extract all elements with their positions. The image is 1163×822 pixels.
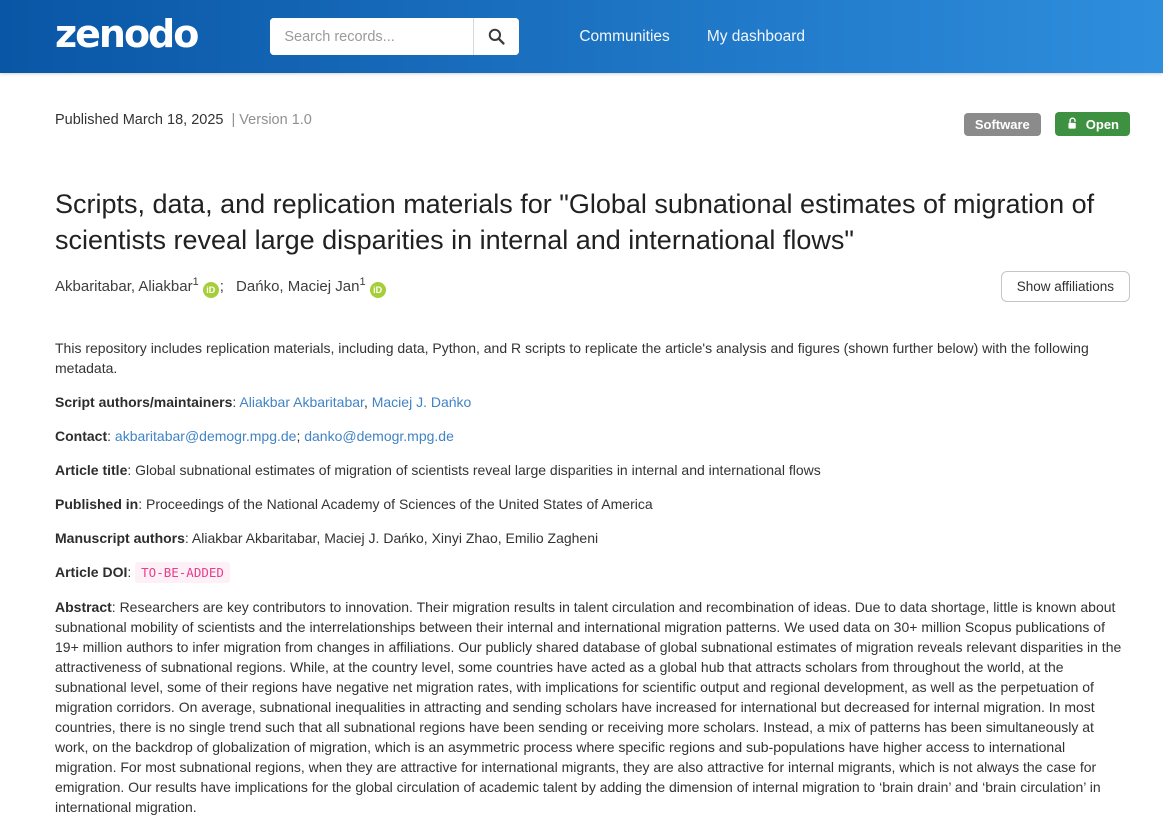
search-icon: [487, 27, 506, 46]
field-label: Published in: [55, 496, 139, 512]
field-label: Article title: [55, 462, 128, 478]
author-affiliation-sup: 1: [192, 275, 199, 288]
link-contact-email-2[interactable]: danko@demogr.mpg.de: [304, 428, 454, 444]
published-date: Published March 18, 2025: [55, 112, 224, 128]
field-label: Manuscript authors: [55, 530, 185, 546]
top-navbar: [0, 0, 1163, 73]
author-affiliation-sup: 1: [359, 275, 366, 288]
author-name: Dańko, Maciej Jan: [236, 277, 360, 295]
record-title: Scripts, data, and replication materials for "Global subnational estimates of migration of scientists reveal large disparities in internal and international flows": [55, 189, 1095, 255]
show-affiliations-button[interactable]: Show affiliations: [1001, 271, 1130, 302]
field-value: : Aliakbar Akbaritabar, Maciej J. Dańko, Xinyi Zhao, Emilio Zagheni: [184, 530, 599, 546]
zenodo-logo[interactable]: zenodo: [55, 11, 198, 56]
description-intro: This repository includes replication materials, including data, Python, and R scripts to replicate the article's analysis and figures (shown further below) with the following metadata.: [55, 340, 1089, 376]
search-button[interactable]: [473, 18, 519, 55]
field-manuscript-authors: [55, 528, 1130, 548]
version-label: | Version 1.0: [231, 112, 312, 128]
authors-row: [55, 271, 1130, 302]
field-label: Script authors/maintainers: [55, 394, 233, 410]
publication-info: [55, 112, 312, 128]
field-label: Contact: [55, 428, 108, 444]
search-bar: [270, 18, 519, 55]
field-colon: :: [127, 564, 132, 580]
abstract-text: : Researchers are key contributors to innovation. Their migration results in talent circulation and recombination of ideas. Due to data shortage, little is known about subnational mobility of scientists and the interrelationships between their internal and international migration patterns. We used data on 30+ million Scopus publications of 19+ million authors to infer migration from changes in affiliations. Our publicly shared database of global subnational estimates of migration reveals relevant disparities in the attractiveness of subnational regions. While, at the country level, some countries have acted as a global hub that attracts scholars from throughout the world, at the subnational level, some of their regions have negative net migration rates, with implications for scientific output and regional development, as well as the perpetuation of migration corridors. On average, subnational inequalities in attracting and sending scholars have increased for international but decreased for internal migration. In most countries, there is no single trend such that all subnational regions have been sending or receiving more scholars. Instead, a mix of patterns has been simultaneously at work, on the backdrop of globalization of migration, which is an asymmetric process where specific regions and sub-populations have higher access to international migration. For most subnational regions, when they are attractive for international migrants, they are also attractive for internal migrants, which is not always the case for emigration. Our results have implications for the global circulation of academic talent by adding the dimension of internal migration to ‘brain drain’ and ‘brain circulation’ in international migration.: [55, 599, 1122, 815]
field-article-title: [55, 460, 1130, 480]
nav-communities[interactable]: Communities: [579, 27, 670, 45]
nav-my-dashboard[interactable]: My dashboard: [706, 27, 806, 45]
field-published-in: [55, 494, 1130, 514]
resource-type-badge: Software: [964, 113, 1041, 136]
field-colon: :: [107, 428, 112, 444]
field-semicolon: ;: [296, 428, 301, 444]
orcid-icon[interactable]: iD: [370, 282, 386, 298]
access-status-badge: [1055, 112, 1130, 136]
field-script-authors: [55, 392, 1130, 412]
author-separator: ;: [219, 277, 224, 295]
field-label: Article DOI: [55, 564, 128, 580]
link-contact-email-1[interactable]: akbaritabar@demogr.mpg.de: [114, 428, 297, 444]
field-comma: ,: [363, 394, 368, 410]
author-name: Akbaritabar, Aliakbar: [55, 277, 193, 295]
record-badges: [964, 112, 1130, 136]
link-script-author-2[interactable]: Maciej J. Dańko: [371, 394, 472, 410]
field-colon: :: [232, 394, 237, 410]
field-label: Abstract: [55, 599, 112, 615]
authors-list: [55, 276, 387, 298]
orcid-icon[interactable]: iD: [203, 282, 219, 298]
doi-code: TO-BE-ADDED: [135, 562, 230, 583]
access-status-label: Open: [1085, 116, 1119, 132]
field-article-doi: [55, 562, 1130, 583]
field-abstract: [55, 597, 1130, 817]
open-lock-icon: [1066, 117, 1079, 131]
field-value: : Proceedings of the National Academy of Sciences of the United States of America: [138, 496, 653, 512]
field-contact: [55, 426, 1130, 446]
record-description: [55, 338, 1130, 817]
search-input[interactable]: [270, 18, 473, 55]
field-value: : Global subnational estimates of migration of scientists reveal large disparities in internal and international flows: [127, 462, 821, 478]
record-page: [0, 112, 1163, 817]
navbar-links: [579, 28, 805, 46]
record-meta-row: [55, 112, 1130, 136]
link-script-author-1[interactable]: Aliakbar Akbaritabar: [239, 394, 364, 410]
